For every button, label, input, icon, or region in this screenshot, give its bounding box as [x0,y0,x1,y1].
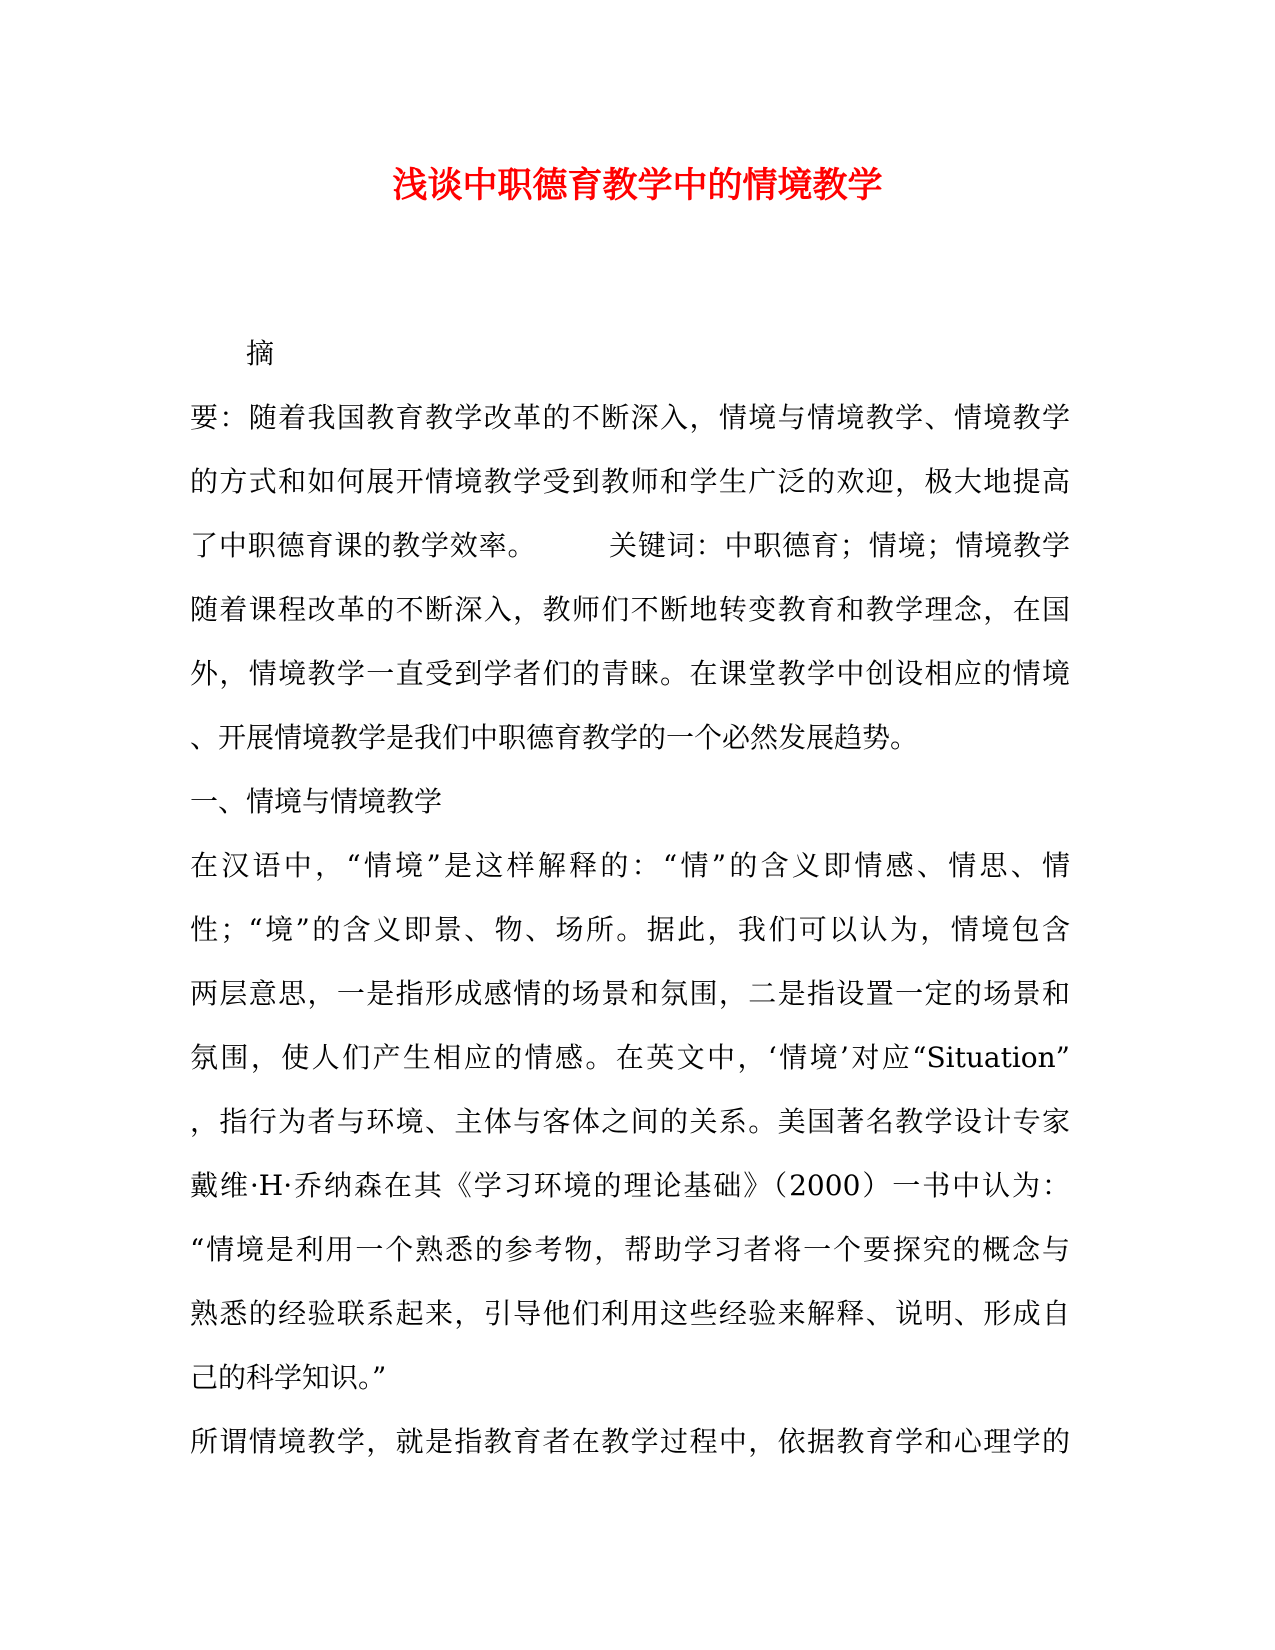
section-heading: 一、情境与情境教学 [190,785,443,818]
text-line: 了中职德育课的教学效率。 关键词：中职德育；情境；情境教学 [190,529,1070,562]
text-line: 熟悉的经验联系起来，引导他们利用这些经验来解释、说明、形成自 [190,1297,1070,1330]
text-line: “情境是利用一个熟悉的参考物，帮助学习者将一个要探究的概念与 [190,1233,1070,1266]
text-line: 氛围，使人们产生相应的情感。在英文中，‘情境’对应“Situation” [190,1041,1070,1074]
text-line: 戴维·H·乔纳森在其《学习环境的理论基础》（2000）一书中认为： [190,1169,1070,1202]
text-line: 、开展情境教学是我们中职德育教学的一个必然发展趋势。 [190,721,919,754]
text-line: ，指行为者与环境、主体与客体之间的关系。美国著名教学设计专家 [190,1105,1070,1138]
text-line: 摘 [246,337,275,370]
text-line: 性；“境”的含义即景、物、场所。据此，我们可以认为，情境包含 [190,913,1070,946]
text-line: 外，情境教学一直受到学者们的青睐。在课堂教学中创设相应的情境 [190,657,1070,690]
text-line: 要：随着我国教育教学改革的不断深入，情境与情境教学、情境教学 [190,401,1070,434]
text-line: 己的科学知识。” [190,1361,387,1394]
text-line: 的方式和如何展开情境教学受到教师和学生广泛的欢迎，极大地提高 [190,465,1070,498]
text-line: 在汉语中，“情境”是这样解释的：“情”的含义即情感、情思、情 [190,849,1070,882]
text-line: 随着课程改革的不断深入，教师们不断地转变教育和教学理念，在国 [190,593,1070,626]
document-body [190,322,1070,1474]
text-line: 所谓情境教学，就是指教育者在教学过程中，依据教育学和心理学的 [190,1425,1070,1458]
document-title: 浅谈中职德育教学中的情境教学 [392,165,883,206]
text-line: 两层意思，一是指形成感情的场景和氛围，二是指设置一定的场景和 [190,977,1070,1010]
